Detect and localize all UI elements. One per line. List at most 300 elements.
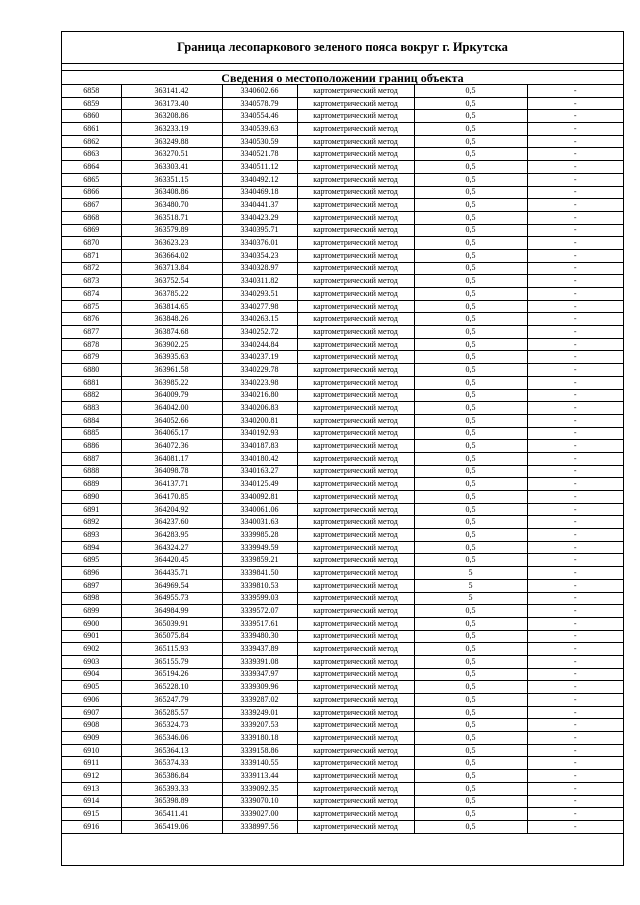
x-coordinate-cell: 365039.91 xyxy=(121,617,222,630)
table-row xyxy=(62,655,623,668)
description-cell: - xyxy=(527,338,623,351)
x-coordinate-cell: 364137.71 xyxy=(121,478,222,491)
accuracy-cell: 0,5 xyxy=(414,732,527,745)
accuracy-cell: 5 xyxy=(414,567,527,580)
accuracy-cell: 0,5 xyxy=(414,288,527,301)
table-row xyxy=(62,782,623,795)
description-cell: - xyxy=(527,173,623,186)
point-number-cell: 6905 xyxy=(62,681,121,694)
description-cell: - xyxy=(527,605,623,618)
description-cell: - xyxy=(527,402,623,415)
description-cell: - xyxy=(527,643,623,656)
table-row xyxy=(62,795,623,808)
y-coordinate-cell: 3340539.63 xyxy=(222,123,297,136)
table-row xyxy=(62,605,623,618)
method-cell: картометрический метод xyxy=(297,719,414,732)
y-coordinate-cell: 3339287.02 xyxy=(222,694,297,707)
point-number-cell: 6867 xyxy=(62,199,121,212)
accuracy-cell: 0,5 xyxy=(414,402,527,415)
y-coordinate-cell: 3339517.61 xyxy=(222,617,297,630)
description-cell: - xyxy=(527,135,623,148)
description-cell: - xyxy=(527,516,623,529)
description-cell: - xyxy=(527,186,623,199)
x-coordinate-cell: 363351.15 xyxy=(121,173,222,186)
description-cell: - xyxy=(527,770,623,783)
accuracy-cell: 0,5 xyxy=(414,148,527,161)
accuracy-cell: 0,5 xyxy=(414,516,527,529)
method-cell: картометрический метод xyxy=(297,694,414,707)
description-cell: - xyxy=(527,567,623,580)
accuracy-cell: 0,5 xyxy=(414,630,527,643)
method-cell: картометрический метод xyxy=(297,262,414,275)
description-cell: - xyxy=(527,681,623,694)
point-number-cell: 6901 xyxy=(62,630,121,643)
point-number-cell: 6914 xyxy=(62,795,121,808)
table-row xyxy=(62,770,623,783)
x-coordinate-cell: 363623.23 xyxy=(121,237,222,250)
y-coordinate-cell: 3340125.49 xyxy=(222,478,297,491)
point-number-cell: 6869 xyxy=(62,224,121,237)
y-coordinate-cell: 3340521.78 xyxy=(222,148,297,161)
description-cell: - xyxy=(527,326,623,339)
y-coordinate-cell: 3340223.98 xyxy=(222,376,297,389)
y-coordinate-cell: 3339070.10 xyxy=(222,795,297,808)
description-cell: - xyxy=(527,706,623,719)
accuracy-cell: 0,5 xyxy=(414,503,527,516)
y-coordinate-cell: 3340354.23 xyxy=(222,249,297,262)
method-cell: картометрический метод xyxy=(297,757,414,770)
table-row xyxy=(62,97,623,110)
table-row xyxy=(62,199,623,212)
accuracy-cell: 0,5 xyxy=(414,465,527,478)
y-coordinate-cell: 3340229.78 xyxy=(222,364,297,377)
point-number-cell: 6871 xyxy=(62,249,121,262)
method-cell: картометрический метод xyxy=(297,732,414,745)
accuracy-cell: 0,5 xyxy=(414,275,527,288)
x-coordinate-cell: 363303.41 xyxy=(121,161,222,174)
accuracy-cell: 0,5 xyxy=(414,440,527,453)
description-cell: - xyxy=(527,313,623,326)
accuracy-cell: 0,5 xyxy=(414,655,527,668)
x-coordinate-cell: 365247.79 xyxy=(121,694,222,707)
point-number-cell: 6859 xyxy=(62,97,121,110)
y-coordinate-cell: 3339437.89 xyxy=(222,643,297,656)
description-cell: - xyxy=(527,389,623,402)
point-number-cell: 6906 xyxy=(62,694,121,707)
method-cell: картометрический метод xyxy=(297,173,414,186)
y-coordinate-cell: 3340277.98 xyxy=(222,300,297,313)
accuracy-cell: 0,5 xyxy=(414,135,527,148)
point-number-cell: 6860 xyxy=(62,110,121,123)
point-number-cell: 6879 xyxy=(62,351,121,364)
accuracy-cell: 0,5 xyxy=(414,237,527,250)
point-number-cell: 6903 xyxy=(62,655,121,668)
description-cell: - xyxy=(527,655,623,668)
description-cell: - xyxy=(527,554,623,567)
x-coordinate-cell: 364283.95 xyxy=(121,529,222,542)
description-cell: - xyxy=(527,262,623,275)
method-cell: картометрический метод xyxy=(297,110,414,123)
description-cell: - xyxy=(527,300,623,313)
x-coordinate-cell: 363985.22 xyxy=(121,376,222,389)
table-row xyxy=(62,211,623,224)
point-number-cell: 6863 xyxy=(62,148,121,161)
description-cell: - xyxy=(527,744,623,757)
method-cell: картометрический метод xyxy=(297,211,414,224)
table-row xyxy=(62,592,623,605)
x-coordinate-cell: 363173.40 xyxy=(121,97,222,110)
x-coordinate-cell: 365393.33 xyxy=(121,782,222,795)
method-cell: картометрический метод xyxy=(297,668,414,681)
description-cell: - xyxy=(527,820,623,833)
y-coordinate-cell: 3340395.71 xyxy=(222,224,297,237)
y-coordinate-cell: 3340554.46 xyxy=(222,110,297,123)
point-number-cell: 6890 xyxy=(62,491,121,504)
table-row xyxy=(62,452,623,465)
accuracy-cell: 0,5 xyxy=(414,782,527,795)
accuracy-cell: 0,5 xyxy=(414,694,527,707)
method-cell: картометрический метод xyxy=(297,630,414,643)
x-coordinate-cell: 365386.84 xyxy=(121,770,222,783)
x-coordinate-cell: 364081.17 xyxy=(121,452,222,465)
accuracy-cell: 0,5 xyxy=(414,199,527,212)
accuracy-cell: 0,5 xyxy=(414,186,527,199)
description-cell: - xyxy=(527,808,623,821)
description-cell: - xyxy=(527,85,623,98)
method-cell: картометрический метод xyxy=(297,554,414,567)
section-title: Сведения о местоположении границ объекта xyxy=(221,71,464,85)
method-cell: картометрический метод xyxy=(297,744,414,757)
table-row xyxy=(62,364,623,377)
accuracy-cell: 0,5 xyxy=(414,681,527,694)
y-coordinate-cell: 3339347.97 xyxy=(222,668,297,681)
method-cell: картометрический метод xyxy=(297,427,414,440)
description-cell: - xyxy=(527,465,623,478)
y-coordinate-cell: 3339180.18 xyxy=(222,732,297,745)
point-number-cell: 6866 xyxy=(62,186,121,199)
table-row xyxy=(62,351,623,364)
point-number-cell: 6913 xyxy=(62,782,121,795)
point-number-cell: 6874 xyxy=(62,288,121,301)
method-cell: картометрический метод xyxy=(297,300,414,313)
accuracy-cell: 0,5 xyxy=(414,706,527,719)
description-cell: - xyxy=(527,782,623,795)
table-row xyxy=(62,313,623,326)
y-coordinate-cell: 3339027.00 xyxy=(222,808,297,821)
point-number-cell: 6862 xyxy=(62,135,121,148)
description-cell: - xyxy=(527,694,623,707)
point-number-cell: 6868 xyxy=(62,211,121,224)
document-title: Граница лесопаркового зеленого пояса вокруг г. Иркутска xyxy=(62,32,623,64)
point-number-cell: 6908 xyxy=(62,719,121,732)
description-cell: - xyxy=(527,719,623,732)
description-cell: - xyxy=(527,757,623,770)
table-row xyxy=(62,808,623,821)
table-row xyxy=(62,237,623,250)
method-cell: картометрический метод xyxy=(297,338,414,351)
x-coordinate-cell: 364072.36 xyxy=(121,440,222,453)
table-row xyxy=(62,681,623,694)
accuracy-cell: 0,5 xyxy=(414,427,527,440)
table-row xyxy=(62,516,623,529)
method-cell: картометрический метод xyxy=(297,224,414,237)
description-cell: - xyxy=(527,617,623,630)
x-coordinate-cell: 364052.66 xyxy=(121,414,222,427)
point-number-cell: 6880 xyxy=(62,364,121,377)
table-row xyxy=(62,110,623,123)
table-row xyxy=(62,389,623,402)
table-row xyxy=(62,617,623,630)
coordinates-table-body xyxy=(62,85,623,834)
x-coordinate-cell: 365419.06 xyxy=(121,820,222,833)
y-coordinate-cell: 3340263.15 xyxy=(222,313,297,326)
point-number-cell: 6896 xyxy=(62,567,121,580)
table-row xyxy=(62,262,623,275)
x-coordinate-cell: 365324.73 xyxy=(121,719,222,732)
x-coordinate-cell: 364204.92 xyxy=(121,503,222,516)
point-number-cell: 6912 xyxy=(62,770,121,783)
accuracy-cell: 0,5 xyxy=(414,668,527,681)
accuracy-cell: 5 xyxy=(414,592,527,605)
y-coordinate-cell: 3340206.83 xyxy=(222,402,297,415)
y-coordinate-cell: 3339480.30 xyxy=(222,630,297,643)
point-number-cell: 6878 xyxy=(62,338,121,351)
table-row xyxy=(62,249,623,262)
table-row xyxy=(62,630,623,643)
point-number-cell: 6861 xyxy=(62,123,121,136)
x-coordinate-cell: 364065.17 xyxy=(121,427,222,440)
point-number-cell: 6899 xyxy=(62,605,121,618)
y-coordinate-cell: 3340031.63 xyxy=(222,516,297,529)
point-number-cell: 6870 xyxy=(62,237,121,250)
accuracy-cell: 0,5 xyxy=(414,262,527,275)
y-coordinate-cell: 3340376.01 xyxy=(222,237,297,250)
table-row xyxy=(62,465,623,478)
point-number-cell: 6884 xyxy=(62,414,121,427)
accuracy-cell: 0,5 xyxy=(414,414,527,427)
accuracy-cell: 0,5 xyxy=(414,541,527,554)
point-number-cell: 6876 xyxy=(62,313,121,326)
y-coordinate-cell: 3339841.50 xyxy=(222,567,297,580)
accuracy-cell: 0,5 xyxy=(414,338,527,351)
y-coordinate-cell: 3340602.66 xyxy=(222,85,297,98)
accuracy-cell: 0,5 xyxy=(414,300,527,313)
x-coordinate-cell: 365075.84 xyxy=(121,630,222,643)
method-cell: картометрический метод xyxy=(297,199,414,212)
x-coordinate-cell: 363961.58 xyxy=(121,364,222,377)
method-cell: картометрический метод xyxy=(297,275,414,288)
table-row xyxy=(62,668,623,681)
table-row xyxy=(62,706,623,719)
point-number-cell: 6898 xyxy=(62,592,121,605)
point-number-cell: 6858 xyxy=(62,85,121,98)
point-number-cell: 6910 xyxy=(62,744,121,757)
x-coordinate-cell: 363480.70 xyxy=(121,199,222,212)
table-row xyxy=(62,85,623,98)
accuracy-cell: 0,5 xyxy=(414,389,527,402)
x-coordinate-cell: 364098.78 xyxy=(121,465,222,478)
y-coordinate-cell: 3340163.27 xyxy=(222,465,297,478)
accuracy-cell: 0,5 xyxy=(414,97,527,110)
description-cell: - xyxy=(527,199,623,212)
point-number-cell: 6895 xyxy=(62,554,121,567)
description-cell: - xyxy=(527,440,623,453)
accuracy-cell: 0,5 xyxy=(414,110,527,123)
method-cell: картометрический метод xyxy=(297,402,414,415)
accuracy-cell: 0,5 xyxy=(414,211,527,224)
point-number-cell: 6916 xyxy=(62,820,121,833)
x-coordinate-cell: 363664.02 xyxy=(121,249,222,262)
table-row xyxy=(62,820,623,833)
table-row xyxy=(62,326,623,339)
point-number-cell: 6907 xyxy=(62,706,121,719)
x-coordinate-cell: 365115.93 xyxy=(121,643,222,656)
description-cell: - xyxy=(527,211,623,224)
method-cell: картометрический метод xyxy=(297,465,414,478)
x-coordinate-cell: 364324.27 xyxy=(121,541,222,554)
point-number-cell: 6894 xyxy=(62,541,121,554)
description-cell: - xyxy=(527,503,623,516)
y-coordinate-cell: 3339092.35 xyxy=(222,782,297,795)
method-cell: картометрический метод xyxy=(297,414,414,427)
x-coordinate-cell: 365228.10 xyxy=(121,681,222,694)
x-coordinate-cell: 363935.63 xyxy=(121,351,222,364)
method-cell: картометрический метод xyxy=(297,161,414,174)
y-coordinate-cell: 3339113.44 xyxy=(222,770,297,783)
x-coordinate-cell: 365155.79 xyxy=(121,655,222,668)
description-cell: - xyxy=(527,97,623,110)
point-number-cell: 6893 xyxy=(62,529,121,542)
description-cell: - xyxy=(527,288,623,301)
y-coordinate-cell: 3340244.84 xyxy=(222,338,297,351)
x-coordinate-cell: 363902.25 xyxy=(121,338,222,351)
accuracy-cell: 5 xyxy=(414,579,527,592)
method-cell: картометрический метод xyxy=(297,440,414,453)
description-cell: - xyxy=(527,237,623,250)
method-cell: картометрический метод xyxy=(297,820,414,833)
accuracy-cell: 0,5 xyxy=(414,744,527,757)
accuracy-cell: 0,5 xyxy=(414,605,527,618)
y-coordinate-cell: 3340311.82 xyxy=(222,275,297,288)
method-cell: картометрический метод xyxy=(297,529,414,542)
description-cell: - xyxy=(527,161,623,174)
y-coordinate-cell: 3339391.08 xyxy=(222,655,297,668)
method-cell: картометрический метод xyxy=(297,249,414,262)
y-coordinate-cell: 3340200.81 xyxy=(222,414,297,427)
y-coordinate-cell: 3340530.59 xyxy=(222,135,297,148)
point-number-cell: 6909 xyxy=(62,732,121,745)
table-row xyxy=(62,338,623,351)
coordinates-table xyxy=(62,84,623,834)
table-row xyxy=(62,744,623,757)
x-coordinate-cell: 363713.84 xyxy=(121,262,222,275)
x-coordinate-cell: 363848.26 xyxy=(121,313,222,326)
table-row xyxy=(62,173,623,186)
method-cell: картометрический метод xyxy=(297,655,414,668)
y-coordinate-cell: 3339810.53 xyxy=(222,579,297,592)
description-cell: - xyxy=(527,275,623,288)
y-coordinate-cell: 3340328.97 xyxy=(222,262,297,275)
y-coordinate-cell: 3340511.12 xyxy=(222,161,297,174)
point-number-cell: 6904 xyxy=(62,668,121,681)
point-number-cell: 6865 xyxy=(62,173,121,186)
accuracy-cell: 0,5 xyxy=(414,376,527,389)
point-number-cell: 6902 xyxy=(62,643,121,656)
point-number-cell: 6877 xyxy=(62,326,121,339)
table-row xyxy=(62,579,623,592)
accuracy-cell: 0,5 xyxy=(414,85,527,98)
table-row xyxy=(62,554,623,567)
point-number-cell: 6886 xyxy=(62,440,121,453)
description-cell: - xyxy=(527,529,623,542)
point-number-cell: 6883 xyxy=(62,402,121,415)
accuracy-cell: 0,5 xyxy=(414,313,527,326)
x-coordinate-cell: 363579.89 xyxy=(121,224,222,237)
method-cell: картометрический метод xyxy=(297,808,414,821)
description-cell: - xyxy=(527,795,623,808)
x-coordinate-cell: 365374.33 xyxy=(121,757,222,770)
accuracy-cell: 0,5 xyxy=(414,529,527,542)
method-cell: картометрический метод xyxy=(297,643,414,656)
y-coordinate-cell: 3340237.19 xyxy=(222,351,297,364)
description-cell: - xyxy=(527,668,623,681)
method-cell: картометрический метод xyxy=(297,186,414,199)
method-cell: картометрический метод xyxy=(297,148,414,161)
description-cell: - xyxy=(527,364,623,377)
method-cell: картометрический метод xyxy=(297,237,414,250)
point-number-cell: 6892 xyxy=(62,516,121,529)
point-number-cell: 6882 xyxy=(62,389,121,402)
method-cell: картометрический метод xyxy=(297,389,414,402)
x-coordinate-cell: 363249.88 xyxy=(121,135,222,148)
y-coordinate-cell: 3340092.81 xyxy=(222,491,297,504)
point-number-cell: 6900 xyxy=(62,617,121,630)
method-cell: картометрический метод xyxy=(297,452,414,465)
method-cell: картометрический метод xyxy=(297,579,414,592)
point-number-cell: 6872 xyxy=(62,262,121,275)
x-coordinate-cell: 365285.57 xyxy=(121,706,222,719)
y-coordinate-cell: 3339158.86 xyxy=(222,744,297,757)
description-cell: - xyxy=(527,110,623,123)
table-row xyxy=(62,491,623,504)
table-row xyxy=(62,186,623,199)
method-cell: картометрический метод xyxy=(297,85,414,98)
method-cell: картометрический метод xyxy=(297,376,414,389)
accuracy-cell: 0,5 xyxy=(414,554,527,567)
table-row xyxy=(62,694,623,707)
x-coordinate-cell: 365411.41 xyxy=(121,808,222,821)
table-row xyxy=(62,135,623,148)
method-cell: картометрический метод xyxy=(297,795,414,808)
point-number-cell: 6873 xyxy=(62,275,121,288)
table-row xyxy=(62,414,623,427)
description-cell: - xyxy=(527,541,623,554)
accuracy-cell: 0,5 xyxy=(414,643,527,656)
table-row xyxy=(62,478,623,491)
table-row xyxy=(62,503,623,516)
description-cell: - xyxy=(527,592,623,605)
y-coordinate-cell: 3338997.56 xyxy=(222,820,297,833)
table-row xyxy=(62,288,623,301)
description-cell: - xyxy=(527,630,623,643)
y-coordinate-cell: 3340293.51 xyxy=(222,288,297,301)
accuracy-cell: 0,5 xyxy=(414,249,527,262)
x-coordinate-cell: 363208.86 xyxy=(121,110,222,123)
accuracy-cell: 0,5 xyxy=(414,719,527,732)
y-coordinate-cell: 3340469.18 xyxy=(222,186,297,199)
method-cell: картометрический метод xyxy=(297,605,414,618)
y-coordinate-cell: 3340578.79 xyxy=(222,97,297,110)
